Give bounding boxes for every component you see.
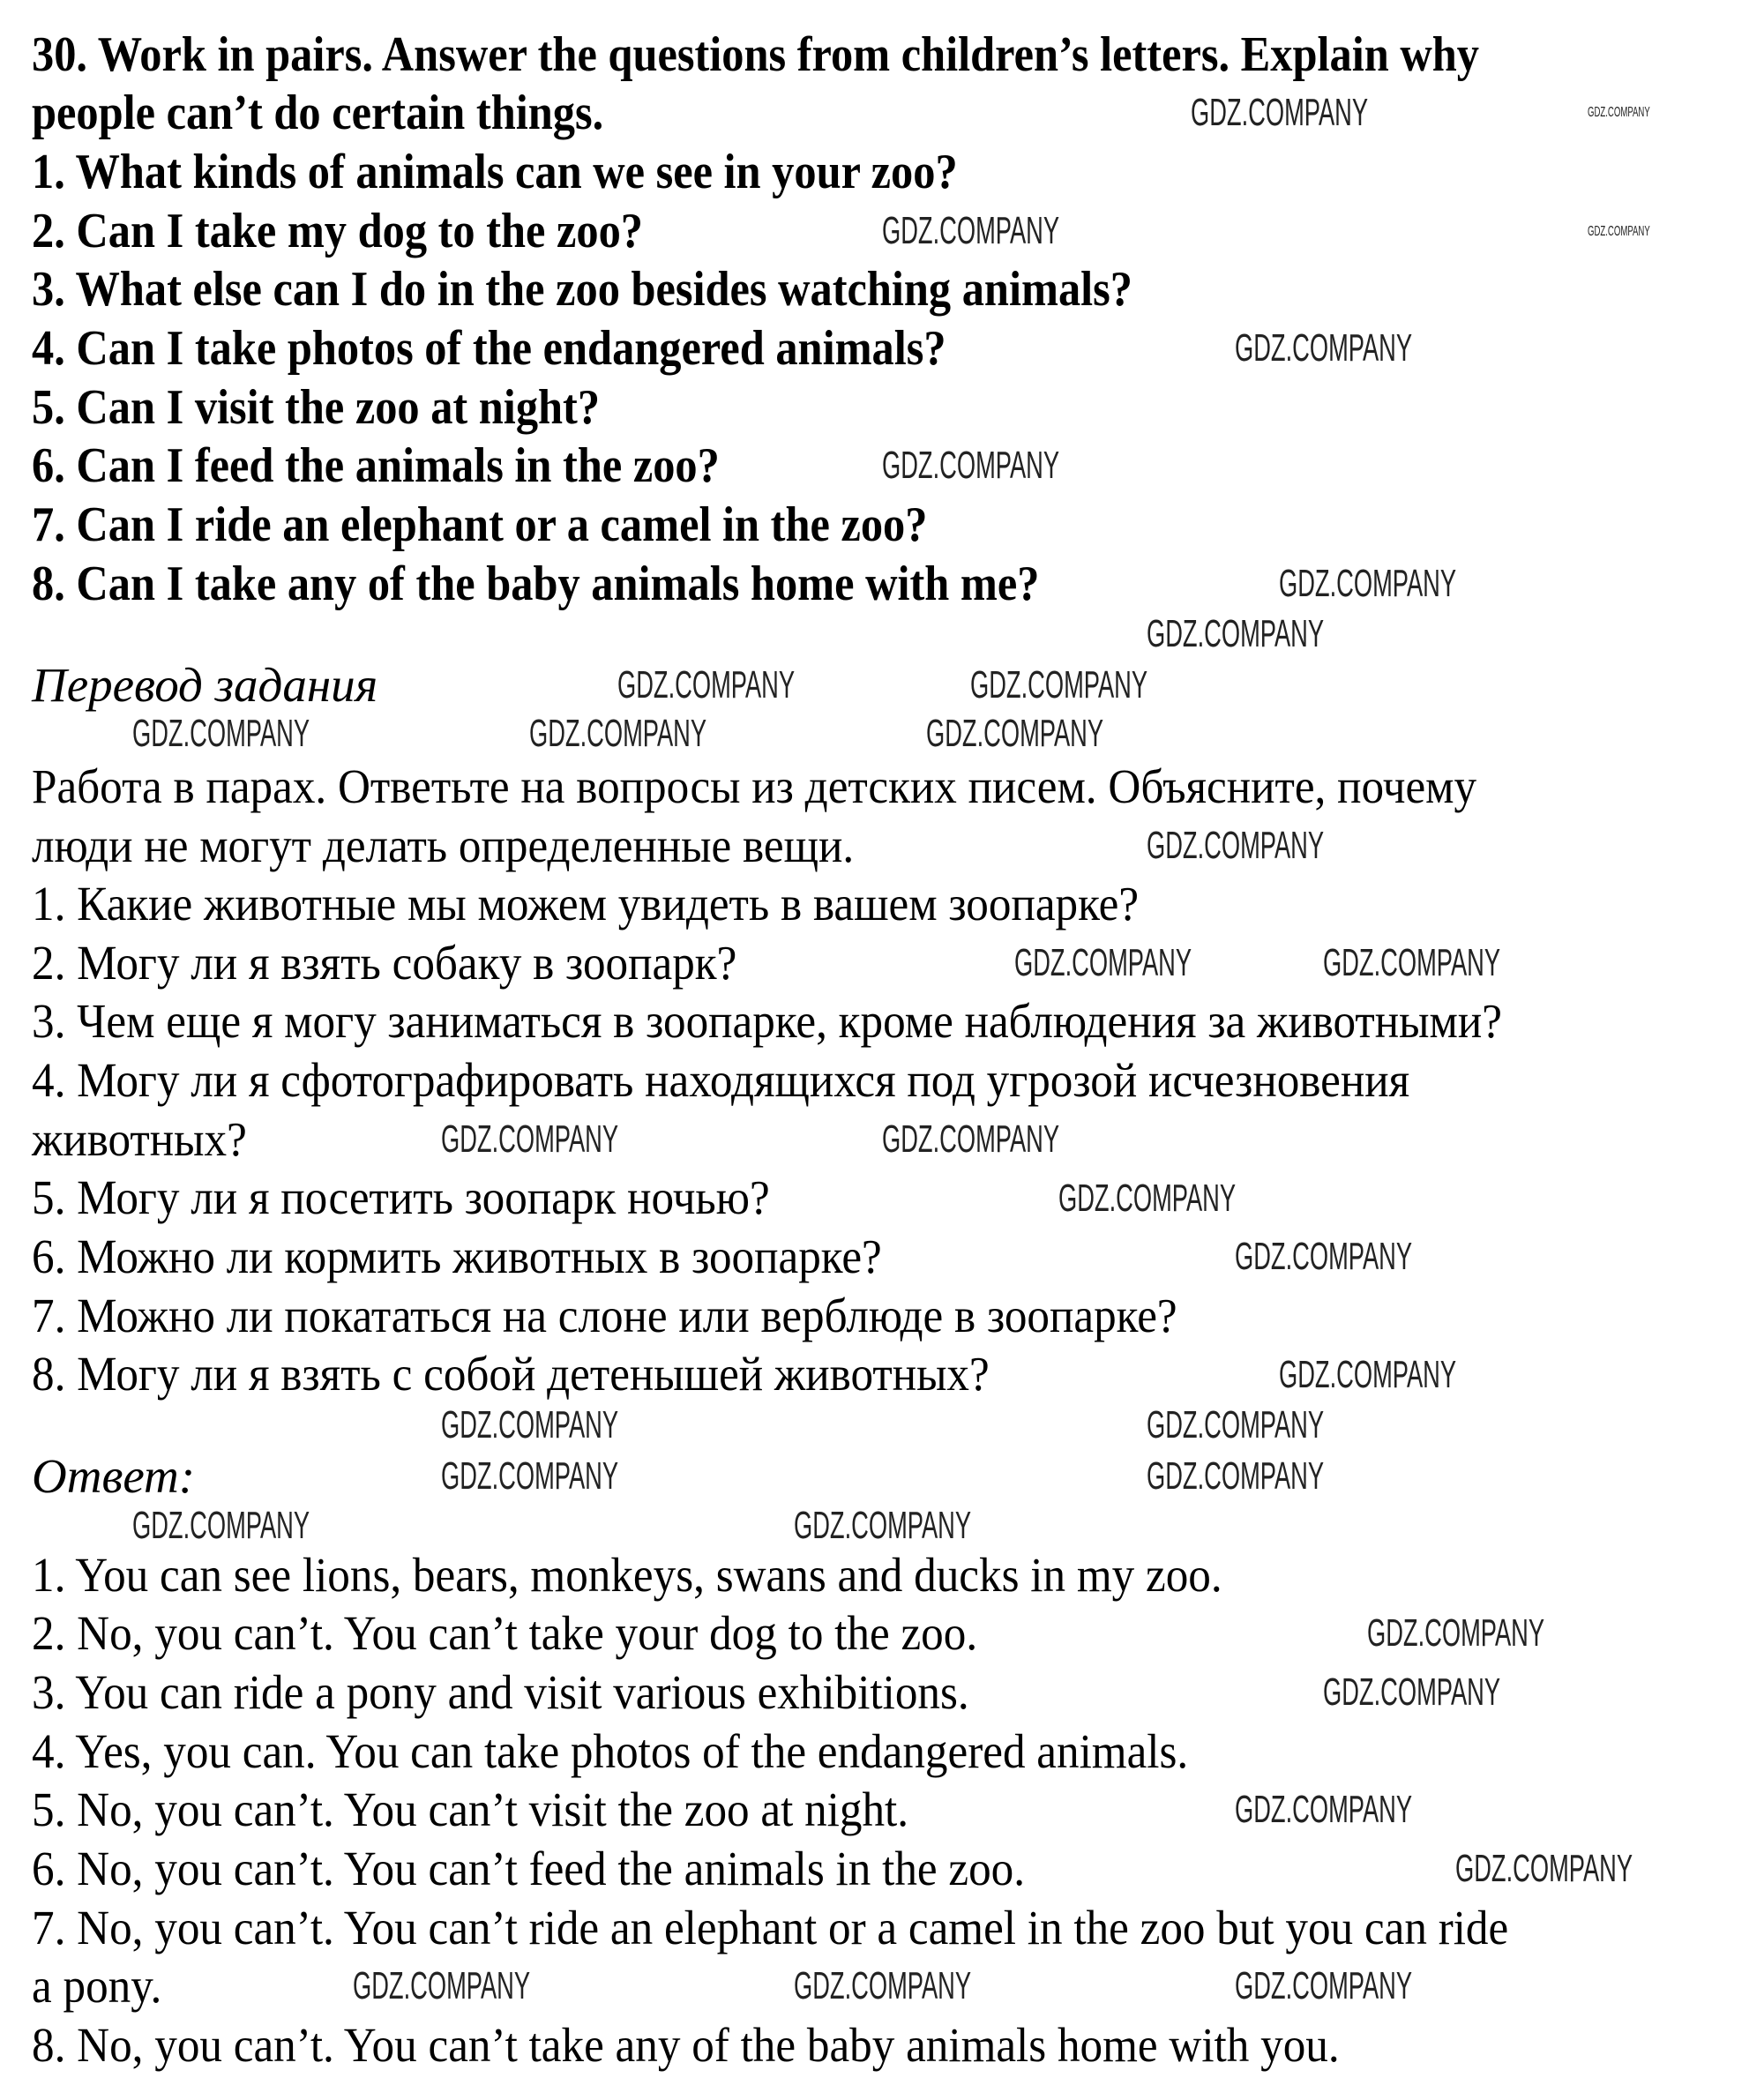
- question-item: 6. Can I feed the animals in the zoo?: [32, 438, 720, 494]
- watermark: GDZ.COMPANY: [882, 209, 1060, 252]
- translation-line: животных?: [32, 1111, 247, 1166]
- question-item: 5. Can I visit the zoo at night?: [32, 379, 601, 435]
- watermark: GDZ.COMPANY: [1455, 1847, 1633, 1890]
- watermark: GDZ.COMPANY: [926, 712, 1104, 755]
- watermark: GDZ.COMPANY: [1147, 1454, 1325, 1498]
- translation-heading: Перевод задания: [32, 657, 378, 712]
- translation-line: 8. Могу ли я взять с собой детенышей животных?: [32, 1347, 990, 1401]
- translation-line: Работа в парах. Ответьте на вопросы из детских писем. Объясните, почему: [32, 759, 1477, 813]
- watermark: GDZ.COMPANY: [1323, 1670, 1501, 1714]
- watermark: GDZ.COMPANY: [132, 712, 310, 755]
- watermark: GDZ.COMPANY: [1588, 224, 1650, 239]
- question-item: 2. Can I take my dog to the zoo?: [32, 203, 643, 258]
- translation-line: 1. Какие животные мы можем увидеть в вашем зоопарке?: [32, 877, 1140, 931]
- watermark: GDZ.COMPANY: [441, 1117, 619, 1161]
- question-item: 1. What kinds of animals can we see in your zoo?: [32, 144, 958, 199]
- watermark: GDZ.COMPANY: [882, 444, 1060, 487]
- watermark: GDZ.COMPANY: [794, 1504, 972, 1547]
- watermark: GDZ.COMPANY: [1367, 1611, 1545, 1655]
- task-title: 30. Work in pairs. Answer the questions from children’s letters. Explain why: [32, 26, 1479, 82]
- answer-line: a pony.: [32, 1959, 162, 2014]
- watermark: GDZ.COMPANY: [794, 1964, 972, 2007]
- question-item: 8. Can I take any of the baby animals home with me?: [32, 556, 1040, 611]
- translation-line: 5. Могу ли я посетить зоопарк ночью?: [32, 1170, 770, 1225]
- watermark: GDZ.COMPANY: [1323, 941, 1501, 984]
- watermark: GDZ.COMPANY: [132, 1504, 310, 1547]
- watermark: GDZ.COMPANY: [1588, 105, 1650, 120]
- watermark: GDZ.COMPANY: [1191, 91, 1369, 134]
- translation-line: 4. Могу ли я сфотографировать находящихся под угрозой исчезновения: [32, 1053, 1410, 1108]
- answer-line: 5. No, you can’t. You can’t visit the zoo at night.: [32, 1782, 909, 1837]
- watermark: GDZ.COMPANY: [441, 1454, 619, 1498]
- watermark: GDZ.COMPANY: [1147, 612, 1325, 655]
- answer-line: 8. No, you can’t. You can’t take any of the baby animals home with you.: [32, 2017, 1340, 2072]
- watermark: GDZ.COMPANY: [1279, 1353, 1457, 1396]
- question-item: 3. What else can I do in the zoo besides watching animals?: [32, 262, 1132, 318]
- translation-line: 6. Можно ли кормить животных в зоопарке?: [32, 1229, 882, 1284]
- question-item: 7. Can I ride an elephant or a camel in the zoo?: [32, 497, 928, 552]
- translation-line: люди не могут делать определенные вещи.: [32, 818, 855, 872]
- watermark: GDZ.COMPANY: [882, 1117, 1060, 1161]
- task-title: people can’t do certain things.: [32, 86, 604, 141]
- watermark: GDZ.COMPANY: [617, 663, 796, 706]
- question-item: 4. Can I take photos of the endangered animals?: [32, 320, 946, 376]
- translation-line: 3. Чем еще я могу заниматься в зоопарке, кроме наблюдения за животными?: [32, 994, 1502, 1049]
- watermark: GDZ.COMPANY: [353, 1964, 531, 2007]
- translation-line: 2. Могу ли я взять собаку в зоопарк?: [32, 935, 737, 990]
- watermark: GDZ.COMPANY: [1235, 1788, 1413, 1831]
- translation-line: 7. Можно ли покататься на слоне или верблюде в зоопарке?: [32, 1288, 1177, 1342]
- answer-line: 2. No, you can’t. You can’t take your dog to the zoo.: [32, 1606, 978, 1661]
- watermark: GDZ.COMPANY: [1014, 941, 1192, 984]
- watermark: GDZ.COMPANY: [1058, 1177, 1237, 1220]
- answer-line: 4. Yes, you can. You can take photos of the endangered animals.: [32, 1723, 1189, 1778]
- answer-line: 1. You can see lions, bears, monkeys, swans and ducks in my zoo.: [32, 1547, 1222, 1602]
- answer-line: 3. You can ride a pony and visit various exhibitions.: [32, 1665, 969, 1720]
- watermark: GDZ.COMPANY: [1147, 824, 1325, 867]
- answer-heading: Ответ:: [32, 1448, 196, 1503]
- answer-line: 7. No, you can’t. You can’t ride an elephant or a camel in the zoo but you can ride: [32, 1900, 1509, 1954]
- watermark: GDZ.COMPANY: [1147, 1403, 1325, 1446]
- watermark: GDZ.COMPANY: [970, 663, 1148, 706]
- watermark: GDZ.COMPANY: [1279, 562, 1457, 605]
- watermark: GDZ.COMPANY: [529, 712, 707, 755]
- answer-line: 6. No, you can’t. You can’t feed the animals in the zoo.: [32, 1842, 1026, 1895]
- watermark: GDZ.COMPANY: [1235, 326, 1413, 370]
- watermark: GDZ.COMPANY: [1235, 1964, 1413, 2007]
- watermark: GDZ.COMPANY: [1235, 1235, 1413, 1278]
- watermark: GDZ.COMPANY: [441, 1403, 619, 1446]
